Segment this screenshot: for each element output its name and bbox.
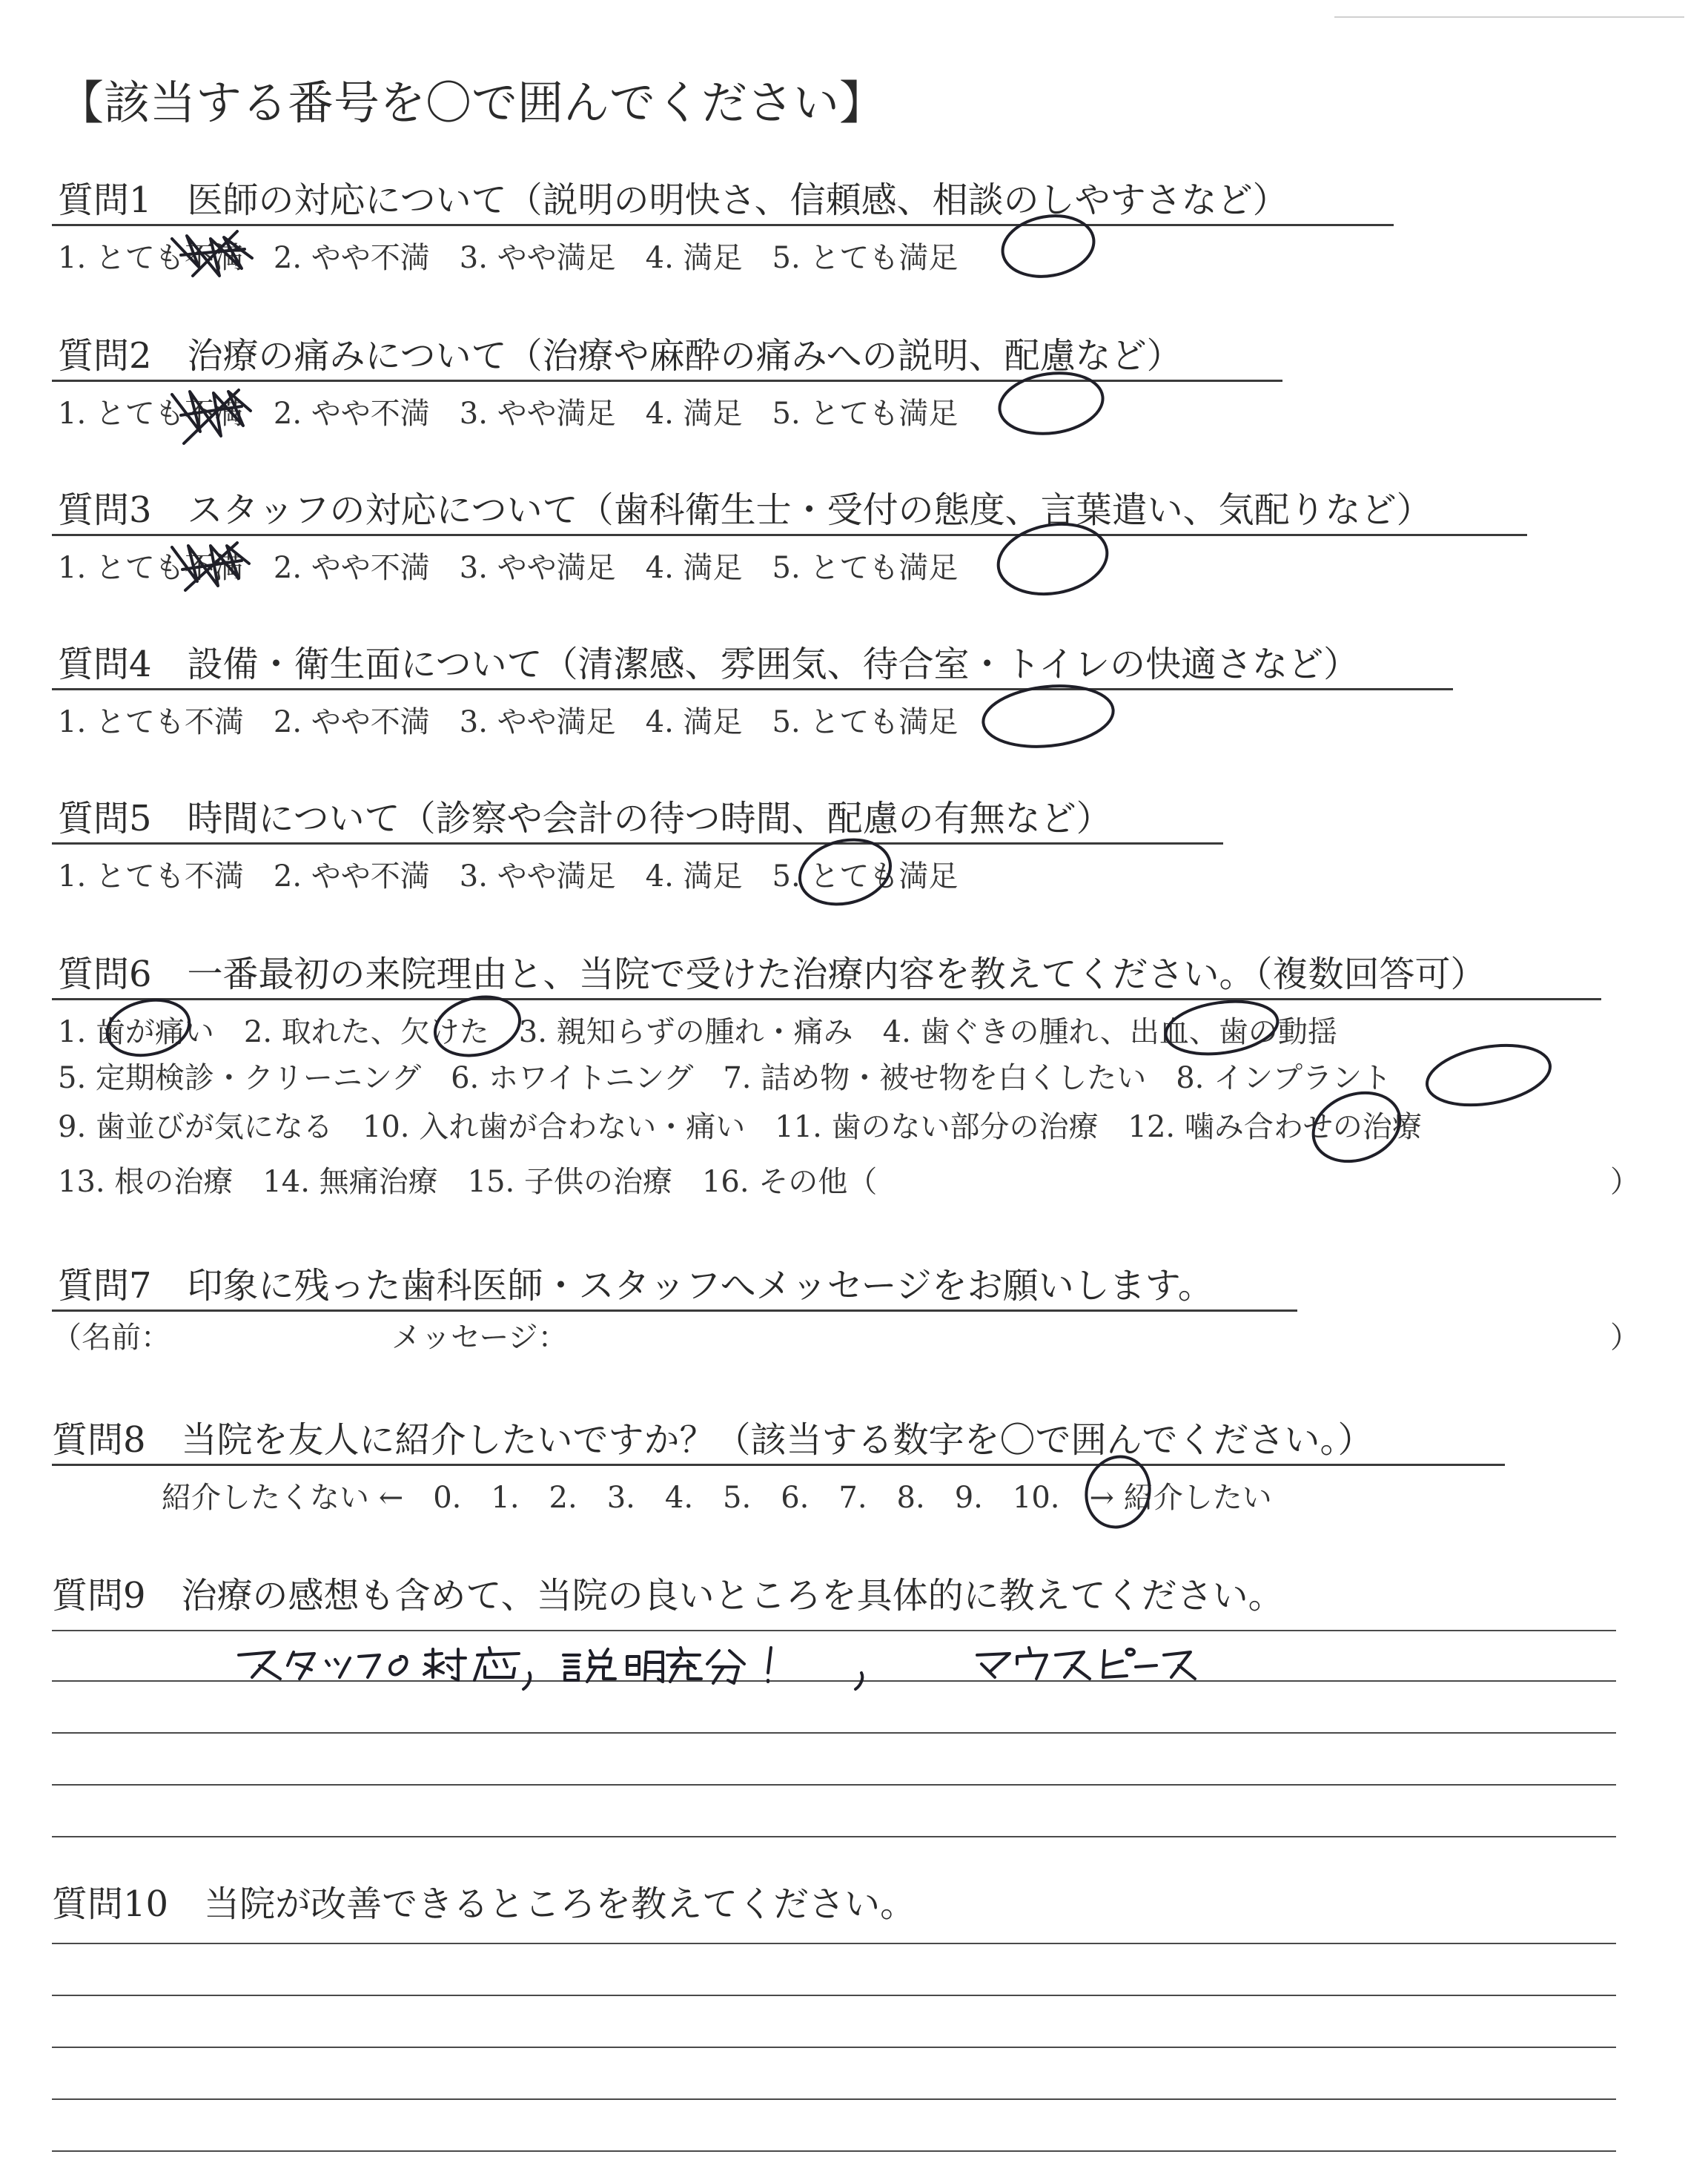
q5-title: 質問5 時間について（診察や会計の待つ時間、配慮の有無など） — [58, 798, 1112, 839]
q1-title: 質問1 医師の対応について（説明の明快さ、信頼感、相談のしやすさなど） — [58, 179, 1288, 221]
q6-options-row3[interactable]: 9. 歯並びが気になる 10. 入れ歯が合わない・痛い 11. 歯のない部分の治療 12. 噛み合わせの治療 — [58, 1110, 1422, 1144]
q7-name-label[interactable]: （名前： — [52, 1321, 171, 1355]
q10-writing-line — [52, 1995, 1616, 1996]
q4-options[interactable]: 1. とても不満 2. やや不満 3. やや満足 4. 満足 5. とても満足 — [58, 705, 959, 739]
q10-writing-line — [52, 2150, 1616, 2152]
q2-title: 質問2 治療の痛みについて（治療や麻酔の痛みへの説明、配慮など） — [58, 335, 1182, 377]
q4-title: 質問4 設備・衛生面について（清潔感、雰囲気、待合室・トイレの快適さなど） — [58, 644, 1360, 685]
q5-options[interactable]: 1. とても不満 2. やや不満 3. やや満足 4. 満足 5. とても満足 — [58, 859, 959, 894]
q8-scale[interactable]: 紹介したくない ← 0. 1. 2. 3. 4. 5. 6. 7. 8. 9. 10. → 紹介したい — [162, 1481, 1272, 1515]
q6-options-row4[interactable]: 13. 根の治療 14. 無痛治療 15. 子供の治療 16. その他（ — [58, 1165, 878, 1199]
q6-options-row2[interactable]: 5. 定期検診・クリーニング 6. ホワイトニング 7. 詰め物・被せ物を白くしたい 8. インプラント — [58, 1061, 1392, 1095]
q9-title: 質問9 治療の感想も含めて、当院の良いところを具体的に教えてください。 — [52, 1575, 1284, 1616]
q10-writing-line — [52, 2047, 1616, 2048]
q6-title: 質問6 一番最初の来院理由と、当院で受けた治療内容を教えてください。（複数回答可） — [58, 954, 1486, 995]
q7-message-label[interactable]: メッセージ： — [391, 1321, 568, 1355]
q6-options-row1[interactable]: 1. 歯が痛い 2. 取れた、欠けた 3. 親知らずの腫れ・痛み 4. 歯ぐきの腫れ、出血、歯の動揺 — [58, 1015, 1337, 1049]
q7-title: 質問7 印象に残った歯科医師・スタッフへメッセージをお願いします。 — [58, 1265, 1214, 1307]
q10-writing-line — [52, 1943, 1616, 1944]
q8-title: 質問8 当院を友人に紹介したいですか？（該当する数字を〇で囲んでください。） — [52, 1419, 1374, 1461]
q7-close: ） — [1610, 1321, 1640, 1355]
q3-options[interactable]: 1. とても不満 2. やや不満 3. やや満足 4. 満足 5. とても満足 — [58, 551, 959, 585]
q2-options[interactable]: 1. とても不満 2. やや不満 3. やや満足 4. 満足 5. とても満足 — [58, 397, 959, 431]
q3-title: 質問3 スタッフの対応について（歯科衛生士・受付の態度、言葉遣い、気配りなど） — [58, 489, 1432, 531]
q10-title: 質問10 当院が改善できるところを教えてください。 — [52, 1883, 916, 1925]
q1-options[interactable]: 1. とても不満 2. やや不満 3. やや満足 4. 満足 5. とても満足 — [58, 241, 959, 275]
q6-other-close: ） — [1610, 1165, 1640, 1199]
q10-writing-line — [52, 2098, 1616, 2100]
page-title: 【該当する番号を〇で囲んでください】 — [58, 76, 886, 130]
